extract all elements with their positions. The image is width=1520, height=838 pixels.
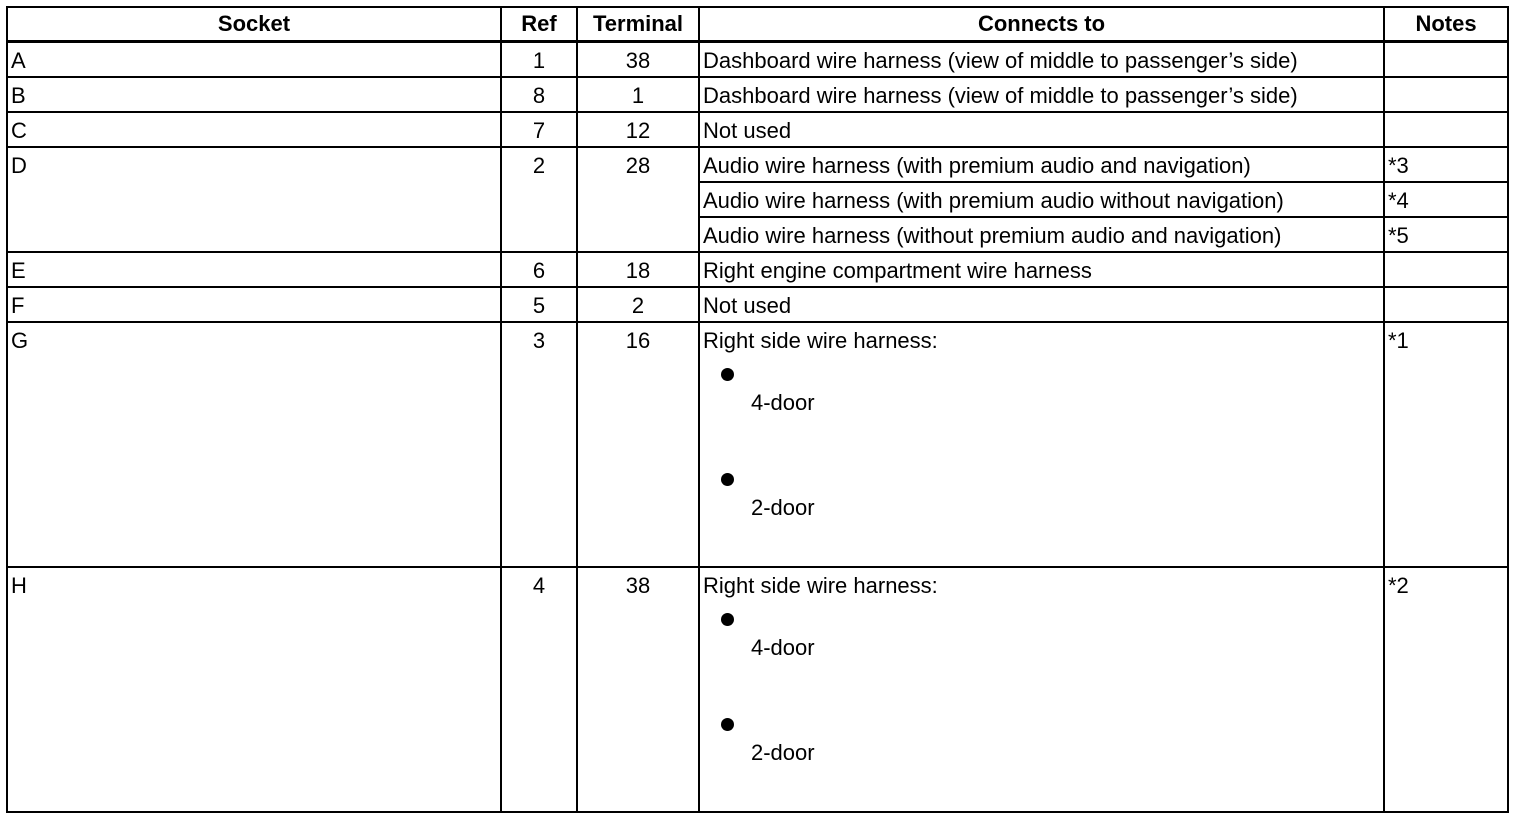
bullet-icon — [721, 368, 734, 381]
terminal-cell: 2 — [577, 287, 699, 322]
socket-cell: H — [7, 567, 501, 812]
connects-to-cell: Dashboard wire harness (view of middle to passenger’s side) — [699, 77, 1384, 112]
table-row — [7, 252, 1508, 287]
terminal-cell: 38 — [577, 42, 699, 78]
connects-to-cell: Not used — [699, 287, 1384, 322]
table-row — [7, 112, 1508, 147]
socket-cell: E — [7, 252, 501, 287]
bullet-text: 4-door — [751, 635, 815, 660]
bullet-icon — [721, 473, 734, 486]
socket-cell: G — [7, 322, 501, 567]
ref-cell: 4 — [501, 567, 577, 812]
terminal-cell: 38 — [577, 567, 699, 812]
table-row — [7, 322, 1508, 567]
notes-cell: *2 — [1384, 567, 1508, 812]
notes-cell — [1384, 77, 1508, 112]
header-connects-to: Connects to — [699, 7, 1384, 42]
notes-cell — [1384, 252, 1508, 287]
bullet-item — [703, 463, 1380, 520]
header-socket: Socket — [7, 7, 501, 42]
connector-table — [6, 6, 1509, 813]
notes-cell — [1384, 287, 1508, 322]
header-notes: Notes — [1384, 7, 1508, 42]
ref-cell: 2 — [501, 147, 577, 252]
header-ref: Ref — [501, 7, 577, 42]
connects-to-cell: Dashboard wire harness (view of middle to passenger’s side) — [699, 42, 1384, 78]
bullet-text: 2-door — [751, 740, 815, 765]
ref-cell: 1 — [501, 42, 577, 78]
bullet-item — [703, 708, 1380, 765]
terminal-cell: 28 — [577, 147, 699, 252]
ref-cell: 5 — [501, 287, 577, 322]
socket-cell: F — [7, 287, 501, 322]
connects-to-cell: Audio wire harness (with premium audio without navigation) — [699, 182, 1384, 217]
terminal-cell: 16 — [577, 322, 699, 567]
header-row — [7, 7, 1508, 42]
header-terminal: Terminal — [577, 7, 699, 42]
bullet-icon — [721, 718, 734, 731]
connects-to-cell — [699, 322, 1384, 567]
socket-cell: B — [7, 77, 501, 112]
terminal-cell: 12 — [577, 112, 699, 147]
terminal-cell: 1 — [577, 77, 699, 112]
bullet-item — [703, 603, 1380, 660]
connects-to-lead: Right side wire harness: — [703, 573, 938, 598]
table-row — [7, 42, 1508, 78]
connects-to-cell: Audio wire harness (without premium audio and navigation) — [699, 217, 1384, 252]
connects-to-cell: Right engine compartment wire harness — [699, 252, 1384, 287]
connects-to-lead: Right side wire harness: — [703, 328, 938, 353]
notes-cell: *1 — [1384, 322, 1508, 567]
notes-cell: *5 — [1384, 217, 1508, 252]
table-row — [7, 287, 1508, 322]
connects-to-cell: Audio wire harness (with premium audio and navigation) — [699, 147, 1384, 182]
connects-to-cell — [699, 567, 1384, 812]
notes-cell: *4 — [1384, 182, 1508, 217]
socket-cell: C — [7, 112, 501, 147]
table-row — [7, 567, 1508, 812]
terminal-cell: 18 — [577, 252, 699, 287]
connects-to-cell: Not used — [699, 112, 1384, 147]
notes-cell — [1384, 112, 1508, 147]
bullet-text: 2-door — [751, 495, 815, 520]
ref-cell: 7 — [501, 112, 577, 147]
ref-cell: 8 — [501, 77, 577, 112]
bullet-text: 4-door — [751, 390, 815, 415]
ref-cell: 3 — [501, 322, 577, 567]
bullet-icon — [721, 613, 734, 626]
socket-cell: D — [7, 147, 501, 252]
socket-cell: A — [7, 42, 501, 78]
table-row — [7, 77, 1508, 112]
notes-cell — [1384, 42, 1508, 78]
table-row — [7, 147, 1508, 182]
notes-cell: *3 — [1384, 147, 1508, 182]
ref-cell: 6 — [501, 252, 577, 287]
bullet-item — [703, 358, 1380, 415]
